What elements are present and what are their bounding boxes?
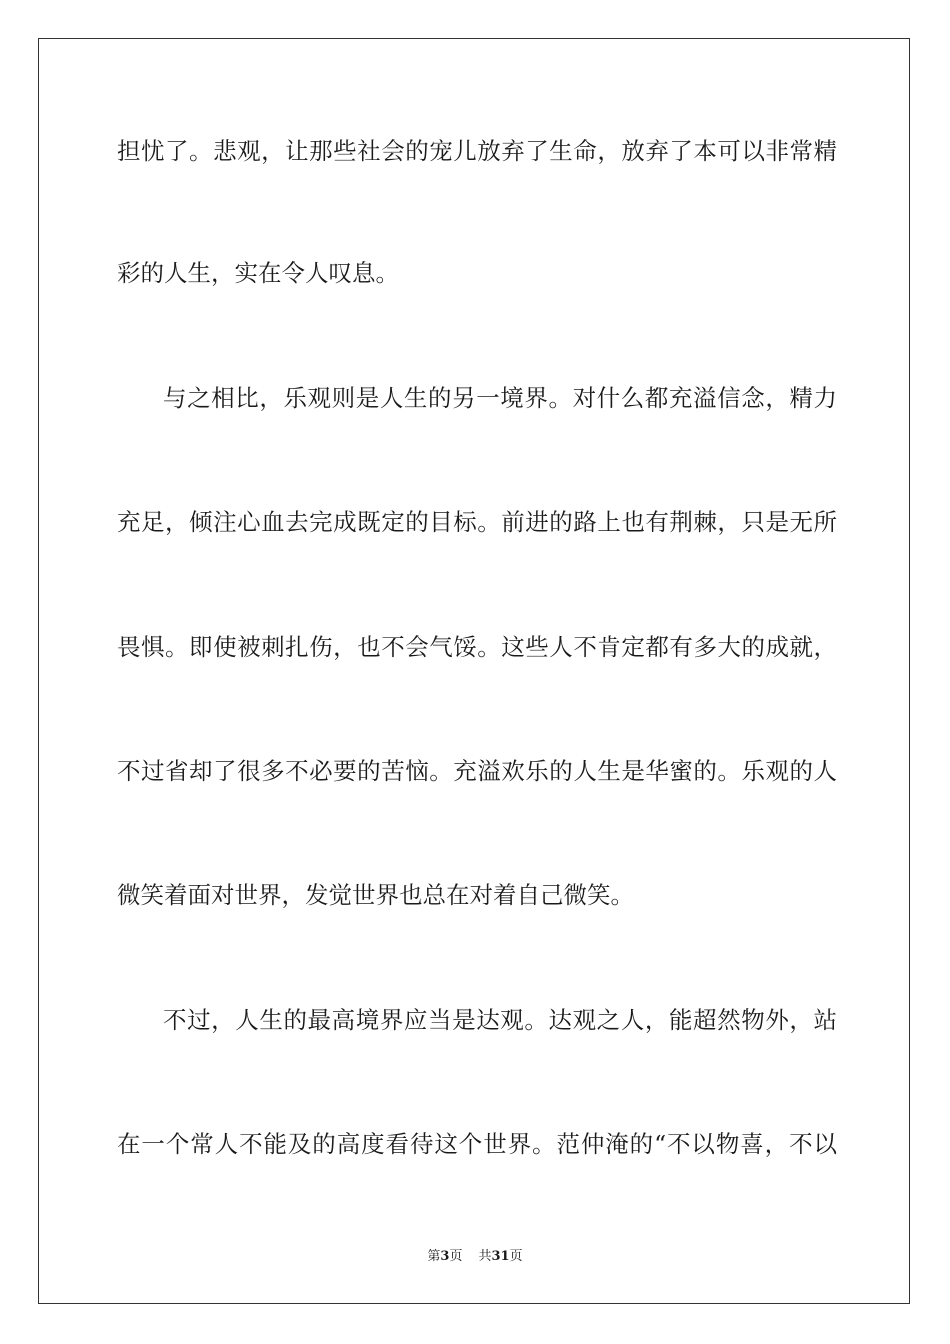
body-line-5: 畏惧。即使被刺扎伤，也不会气馁。这些人不肯定都有多大的成就，: [117, 633, 837, 661]
total-suffix: 页: [509, 1249, 523, 1264]
page-border: [38, 38, 910, 1304]
body-line-1: 担忧了。悲观，让那些社会的宠儿放弃了生命，放弃了本可以非常精: [117, 137, 837, 165]
body-line-8: 不过，人生的最高境界应当是达观。达观之人，能超然物外，站: [163, 1006, 837, 1034]
total-prefix: 共: [478, 1249, 492, 1264]
page-suffix: 页: [449, 1249, 463, 1264]
body-line-9: 在一个常人不能及的高度看待这个世界。范仲淹的“不以物喜，不以: [117, 1130, 837, 1158]
body-line-3: 与之相比，乐观则是人生的另一境界。对什么都充溢信念，精力: [163, 384, 837, 412]
body-line-2: 彩的人生，实在令人叹息。: [117, 259, 399, 287]
body-line-6: 不过省却了很多不必要的苦恼。充溢欢乐的人生是华蜜的。乐观的人: [117, 757, 837, 785]
page-prefix: 第: [427, 1249, 441, 1264]
total-pages: 31: [491, 1249, 510, 1264]
body-line-4: 充足，倾注心血去完成既定的目标。前进的路上也有荆棘，只是无所: [117, 508, 837, 536]
page-number: 3: [440, 1249, 450, 1264]
body-line-7: 微笑着面对世界，发觉世界也总在对着自己微笑。: [117, 881, 634, 909]
page-footer: [0, 1247, 950, 1267]
